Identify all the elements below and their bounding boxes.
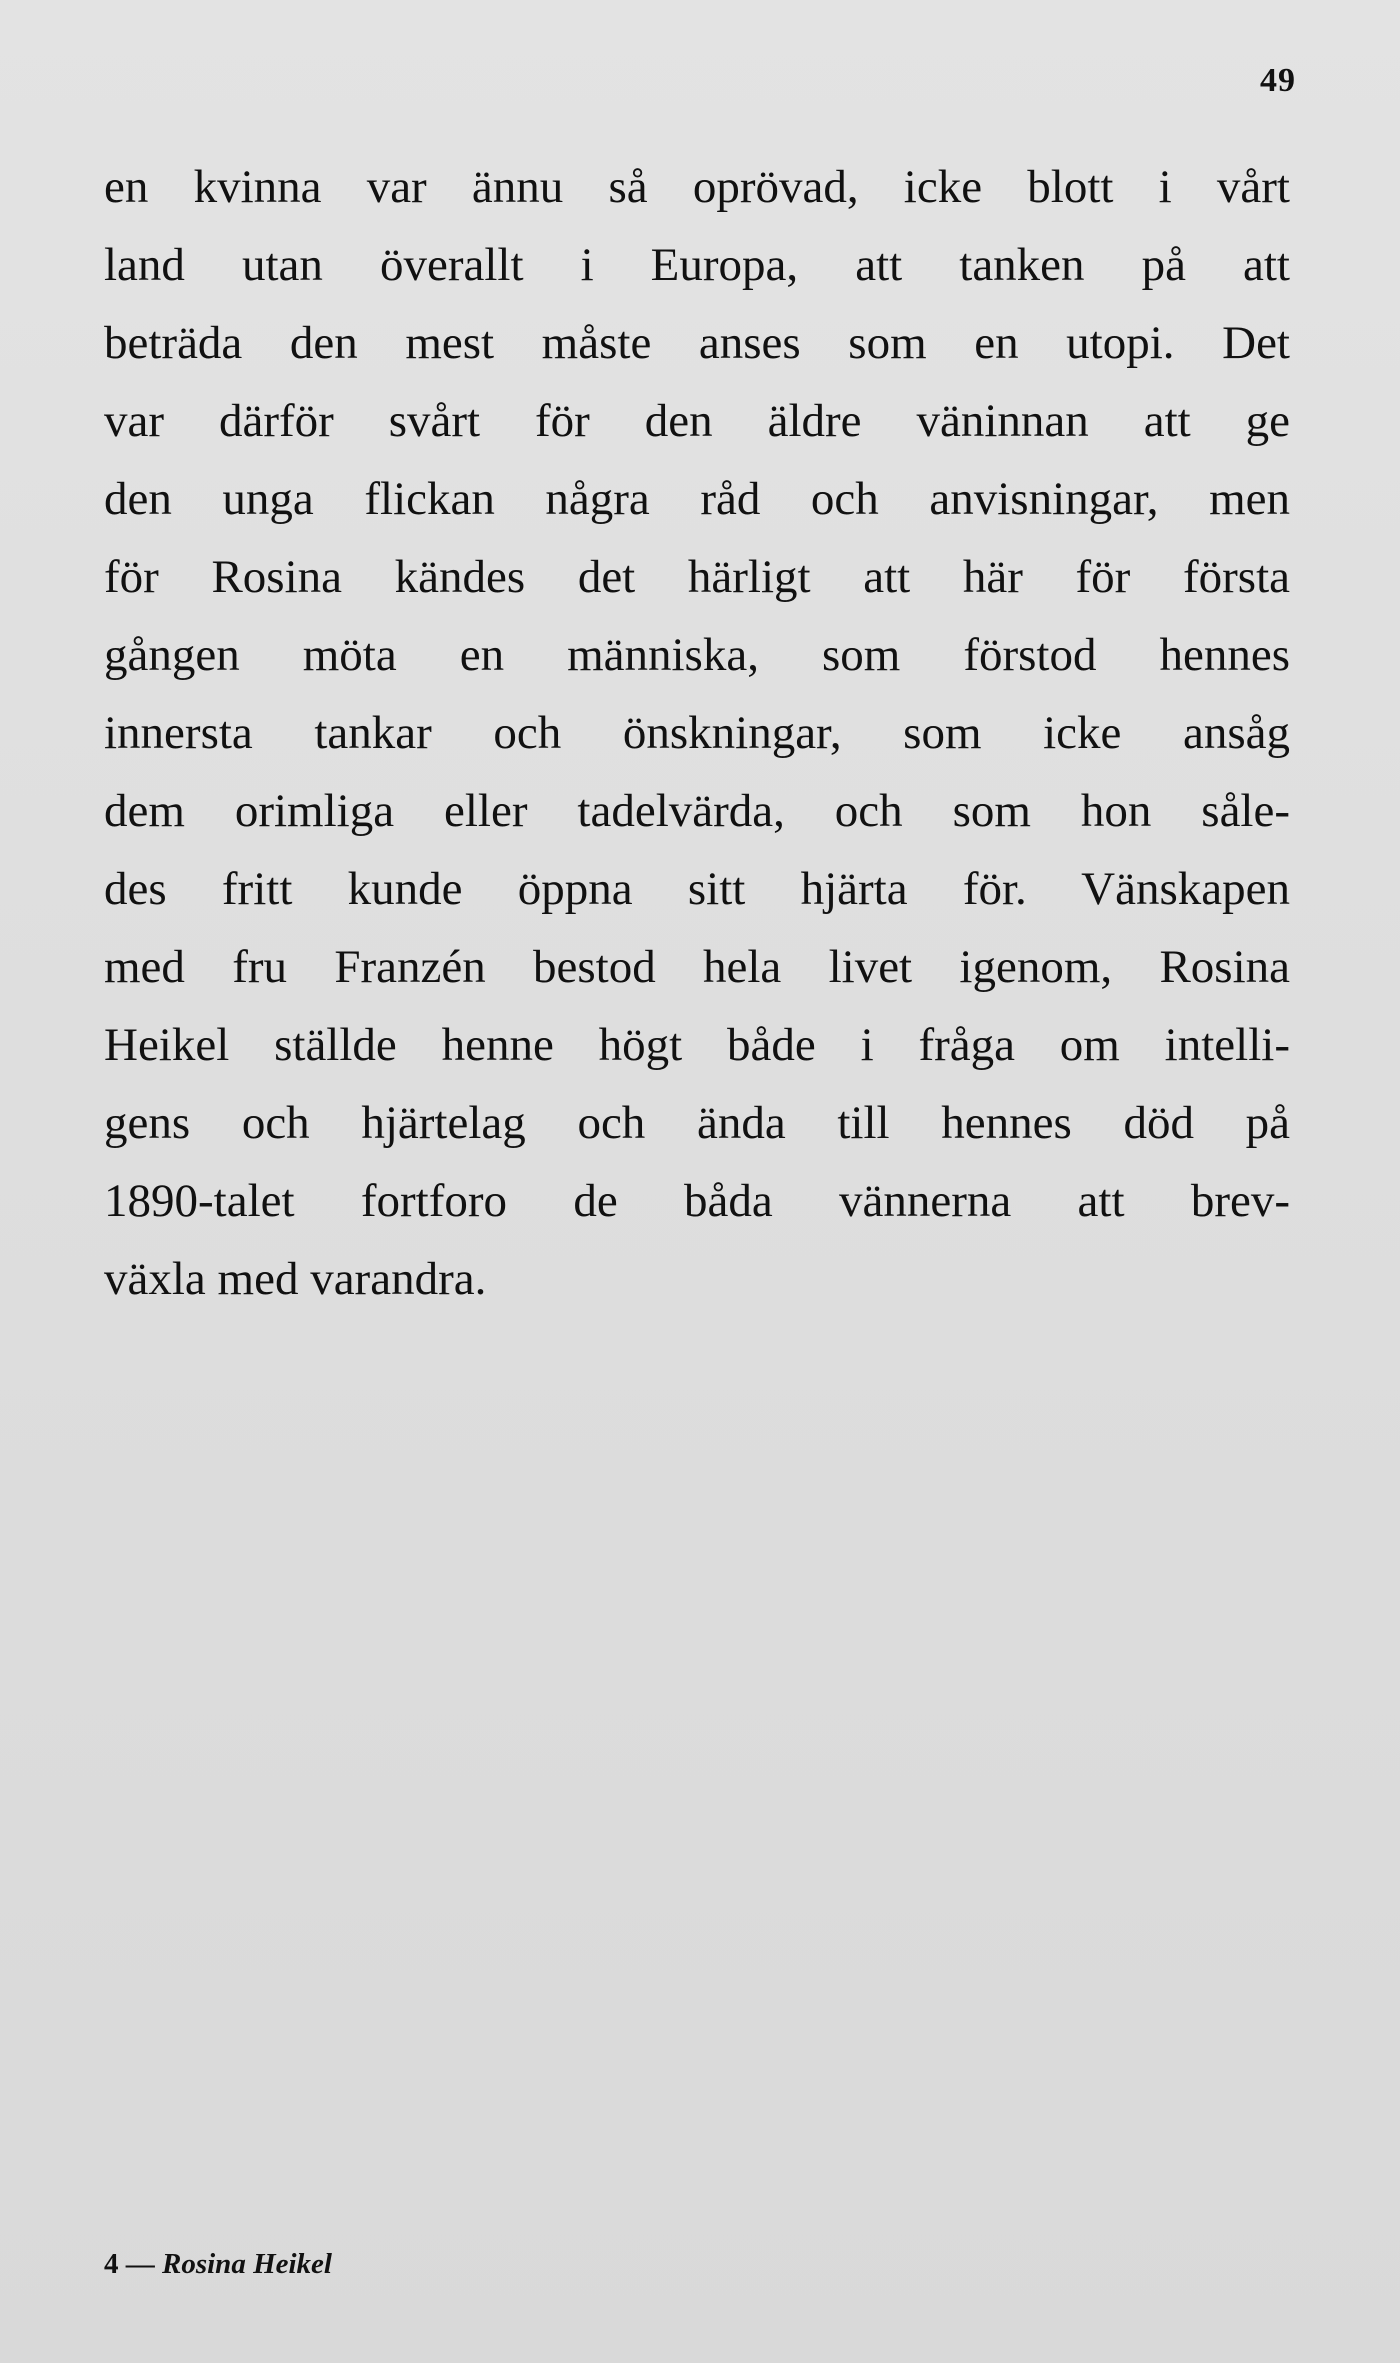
text-line: beträda den mest måste anses som en utopi. Det xyxy=(104,317,1290,369)
signature-title: Rosina Heikel xyxy=(162,2248,332,2280)
signature-dash: — xyxy=(125,2248,155,2280)
text-line: 1890-talet fortforo de båda vännerna att brev- xyxy=(104,1175,1290,1227)
text-line: en kvinna var ännu så oprövad, icke blott i vårt xyxy=(104,161,1290,213)
printer-signature xyxy=(104,2248,332,2281)
text-line: var därför svårt för den äldre väninnan att ge xyxy=(104,395,1290,447)
text-line: land utan överallt i Europa, att tanken på att xyxy=(104,239,1290,291)
text-line: gens och hjärtelag och ända till hennes död på xyxy=(104,1097,1290,1149)
text-line: med fru Franzén bestod hela livet igenom, Rosina xyxy=(104,941,1290,993)
text-line: dem orimliga eller tadelvärda, och som hon såle- xyxy=(104,785,1290,837)
signature-number: 4 xyxy=(104,2248,119,2280)
text-line: för Rosina kändes det härligt att här för första xyxy=(104,551,1290,603)
body-paragraph xyxy=(104,148,1290,1318)
text-line: des fritt kunde öppna sitt hjärta för. Vänskapen xyxy=(104,863,1290,915)
text-line: Heikel ställde henne högt både i fråga om intelli- xyxy=(104,1019,1290,1071)
text-line: gången möta en människa, som förstod hennes xyxy=(104,629,1290,681)
page-number: 49 xyxy=(1260,62,1296,99)
text-line: innersta tankar och önskningar, som icke ansåg xyxy=(104,707,1290,759)
text-line: den unga flickan några råd och anvisningar, men xyxy=(104,473,1290,525)
text-line: växla med varandra. xyxy=(104,1253,487,1305)
